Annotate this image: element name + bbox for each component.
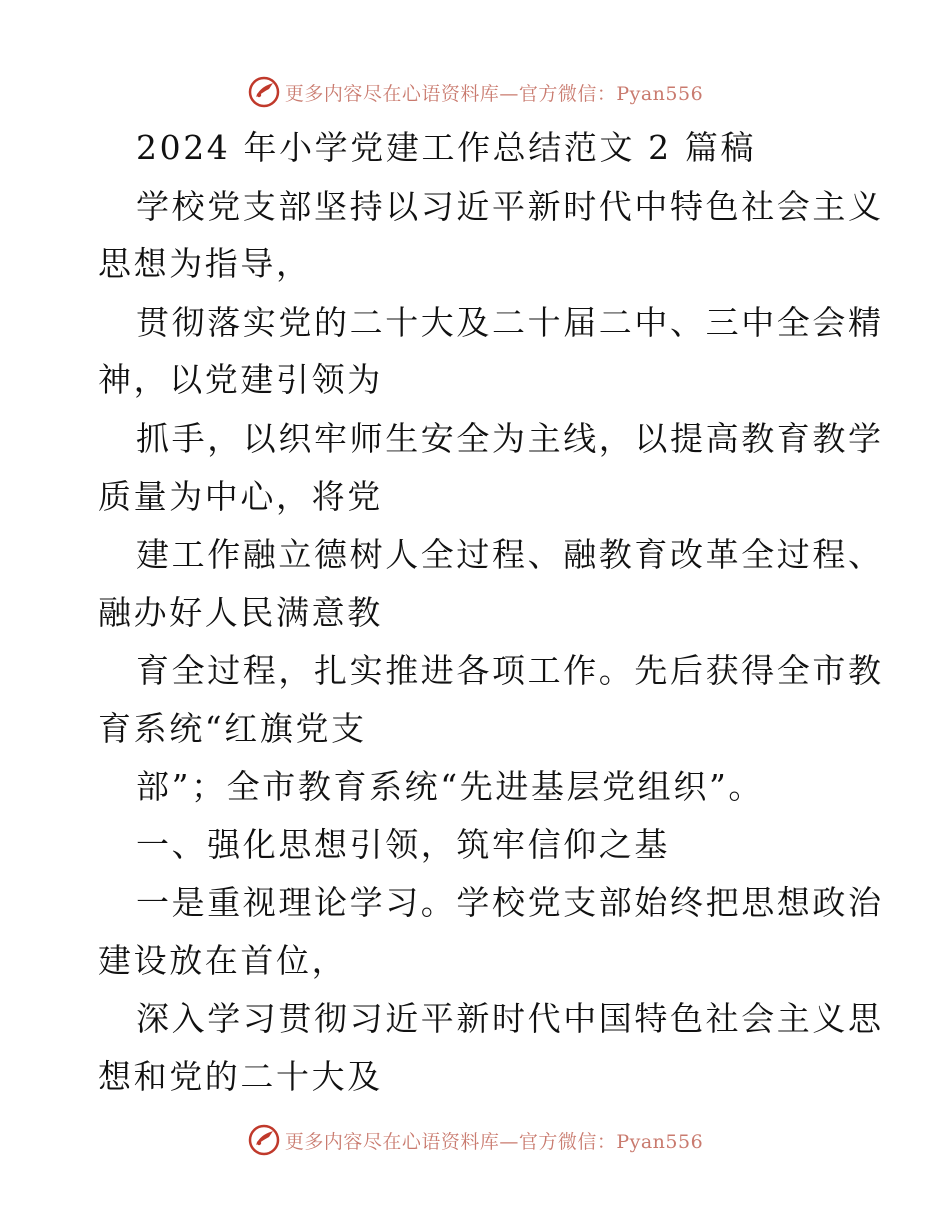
paragraph-line: 深入学习贯彻习近平新时代中国特色社会主义思 [136,999,884,1038]
paragraph-line: 学校党支部坚持以习近平新时代中特色社会主义 [136,187,884,226]
paragraph-line: 质量为中心，将党 [98,477,383,516]
header-watermark [0,70,950,114]
paragraph-line: 融办好人民满意教 [98,593,383,632]
paragraph-line: 育系统“红旗党支 [98,709,367,748]
paragraph-line: 神，以党建引领为 [98,360,383,399]
watermark-logo-icon [247,75,281,109]
paragraph-line: 建设放在首位， [98,941,348,980]
paragraph-line: 部”；全市教育系统“先进基层党组织”。 [136,767,765,806]
paragraph-line: 一是重视理论学习。学校党支部始终把思想政治 [136,883,884,922]
watermark-text: 更多内容尽在心语资料库—官方微信：Pyan556 [284,1130,704,1153]
watermark-logo-icon [247,1123,281,1157]
footer-watermark [0,1118,950,1162]
section-heading: 一、强化思想引领，筑牢信仰之基 [136,825,670,864]
paragraph-line: 思想为指导， [98,244,312,283]
watermark-text: 更多内容尽在心语资料库—官方微信：Pyan556 [284,82,704,105]
paragraph-line: 抓手，以织牢师生安全为主线，以提高教育教学 [136,419,884,458]
paragraph-line: 建工作融立德树人全过程、融教育改革全过程、 [136,535,884,574]
paragraph-line: 贯彻落实党的二十大及二十届二中、三中全会精 [136,303,884,342]
paragraph-line: 育全过程，扎实推进各项工作。先后获得全市教 [136,651,884,690]
paragraph-line: 想和党的二十大及 [98,1057,383,1096]
document-title: 2024 年小学党建工作总结范文 2 篇稿 [136,128,757,167]
